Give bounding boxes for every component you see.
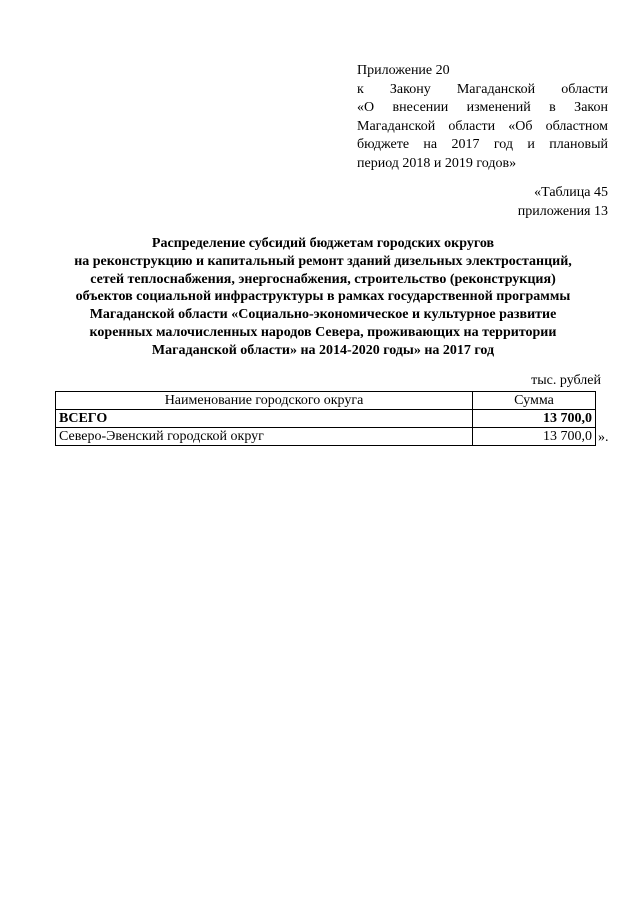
document-title — [40, 235, 606, 360]
title-line: коренных малочисленных народов Севера, проживающих на территории — [89, 324, 557, 340]
units-label: тыс. рублей — [531, 373, 601, 388]
table-reference-appendix: приложения 13 — [517, 203, 608, 219]
total-label: ВСЕГО — [56, 410, 473, 428]
appendix-line: «О внесении изменений в Закон — [357, 100, 608, 115]
appendix-line: период 2018 и 2019 годов» — [357, 155, 517, 171]
title-line: объектов социальной инфраструктуры в рамках государственной программы — [75, 289, 571, 305]
title-line: сетей теплоснабжения, энергоснабжения, строительство (реконструкция) — [90, 271, 556, 287]
header-sum: Сумма — [473, 392, 596, 410]
title-line: Магаданской области» на 2014-2020 годы» на 2017 год — [151, 342, 495, 358]
total-sum: 13 700,0 — [473, 410, 596, 428]
subsidy-table — [55, 391, 596, 446]
table-reference — [518, 184, 608, 221]
appendix-line: бюджете на 2017 год и плановый — [357, 137, 608, 152]
table-total-row — [56, 410, 596, 428]
appendix-line: к Закону Магаданской области — [357, 81, 608, 97]
table-reference-number: «Таблица 45 — [534, 185, 608, 200]
appendix-header — [357, 62, 608, 173]
title-line: на реконструкцию и капитальный ремонт зданий дизельных электростанций, — [74, 253, 572, 269]
district-name: Северо-Эвенский городской округ — [56, 428, 473, 446]
header-district-name: Наименование городского округа — [56, 392, 473, 410]
district-sum: 13 700,0 — [473, 428, 596, 446]
closing-quote: ». — [598, 430, 609, 445]
table-row — [56, 428, 596, 446]
appendix-line: Магаданской области «Об областном — [357, 118, 608, 134]
appendix-number: Приложение 20 — [357, 63, 450, 78]
title-line: Распределение субсидий бюджетам городских округов — [151, 236, 495, 251]
table-header-row — [56, 392, 596, 410]
title-line: Магаданской области «Социально-экономическое и культурное развитие — [89, 307, 557, 323]
